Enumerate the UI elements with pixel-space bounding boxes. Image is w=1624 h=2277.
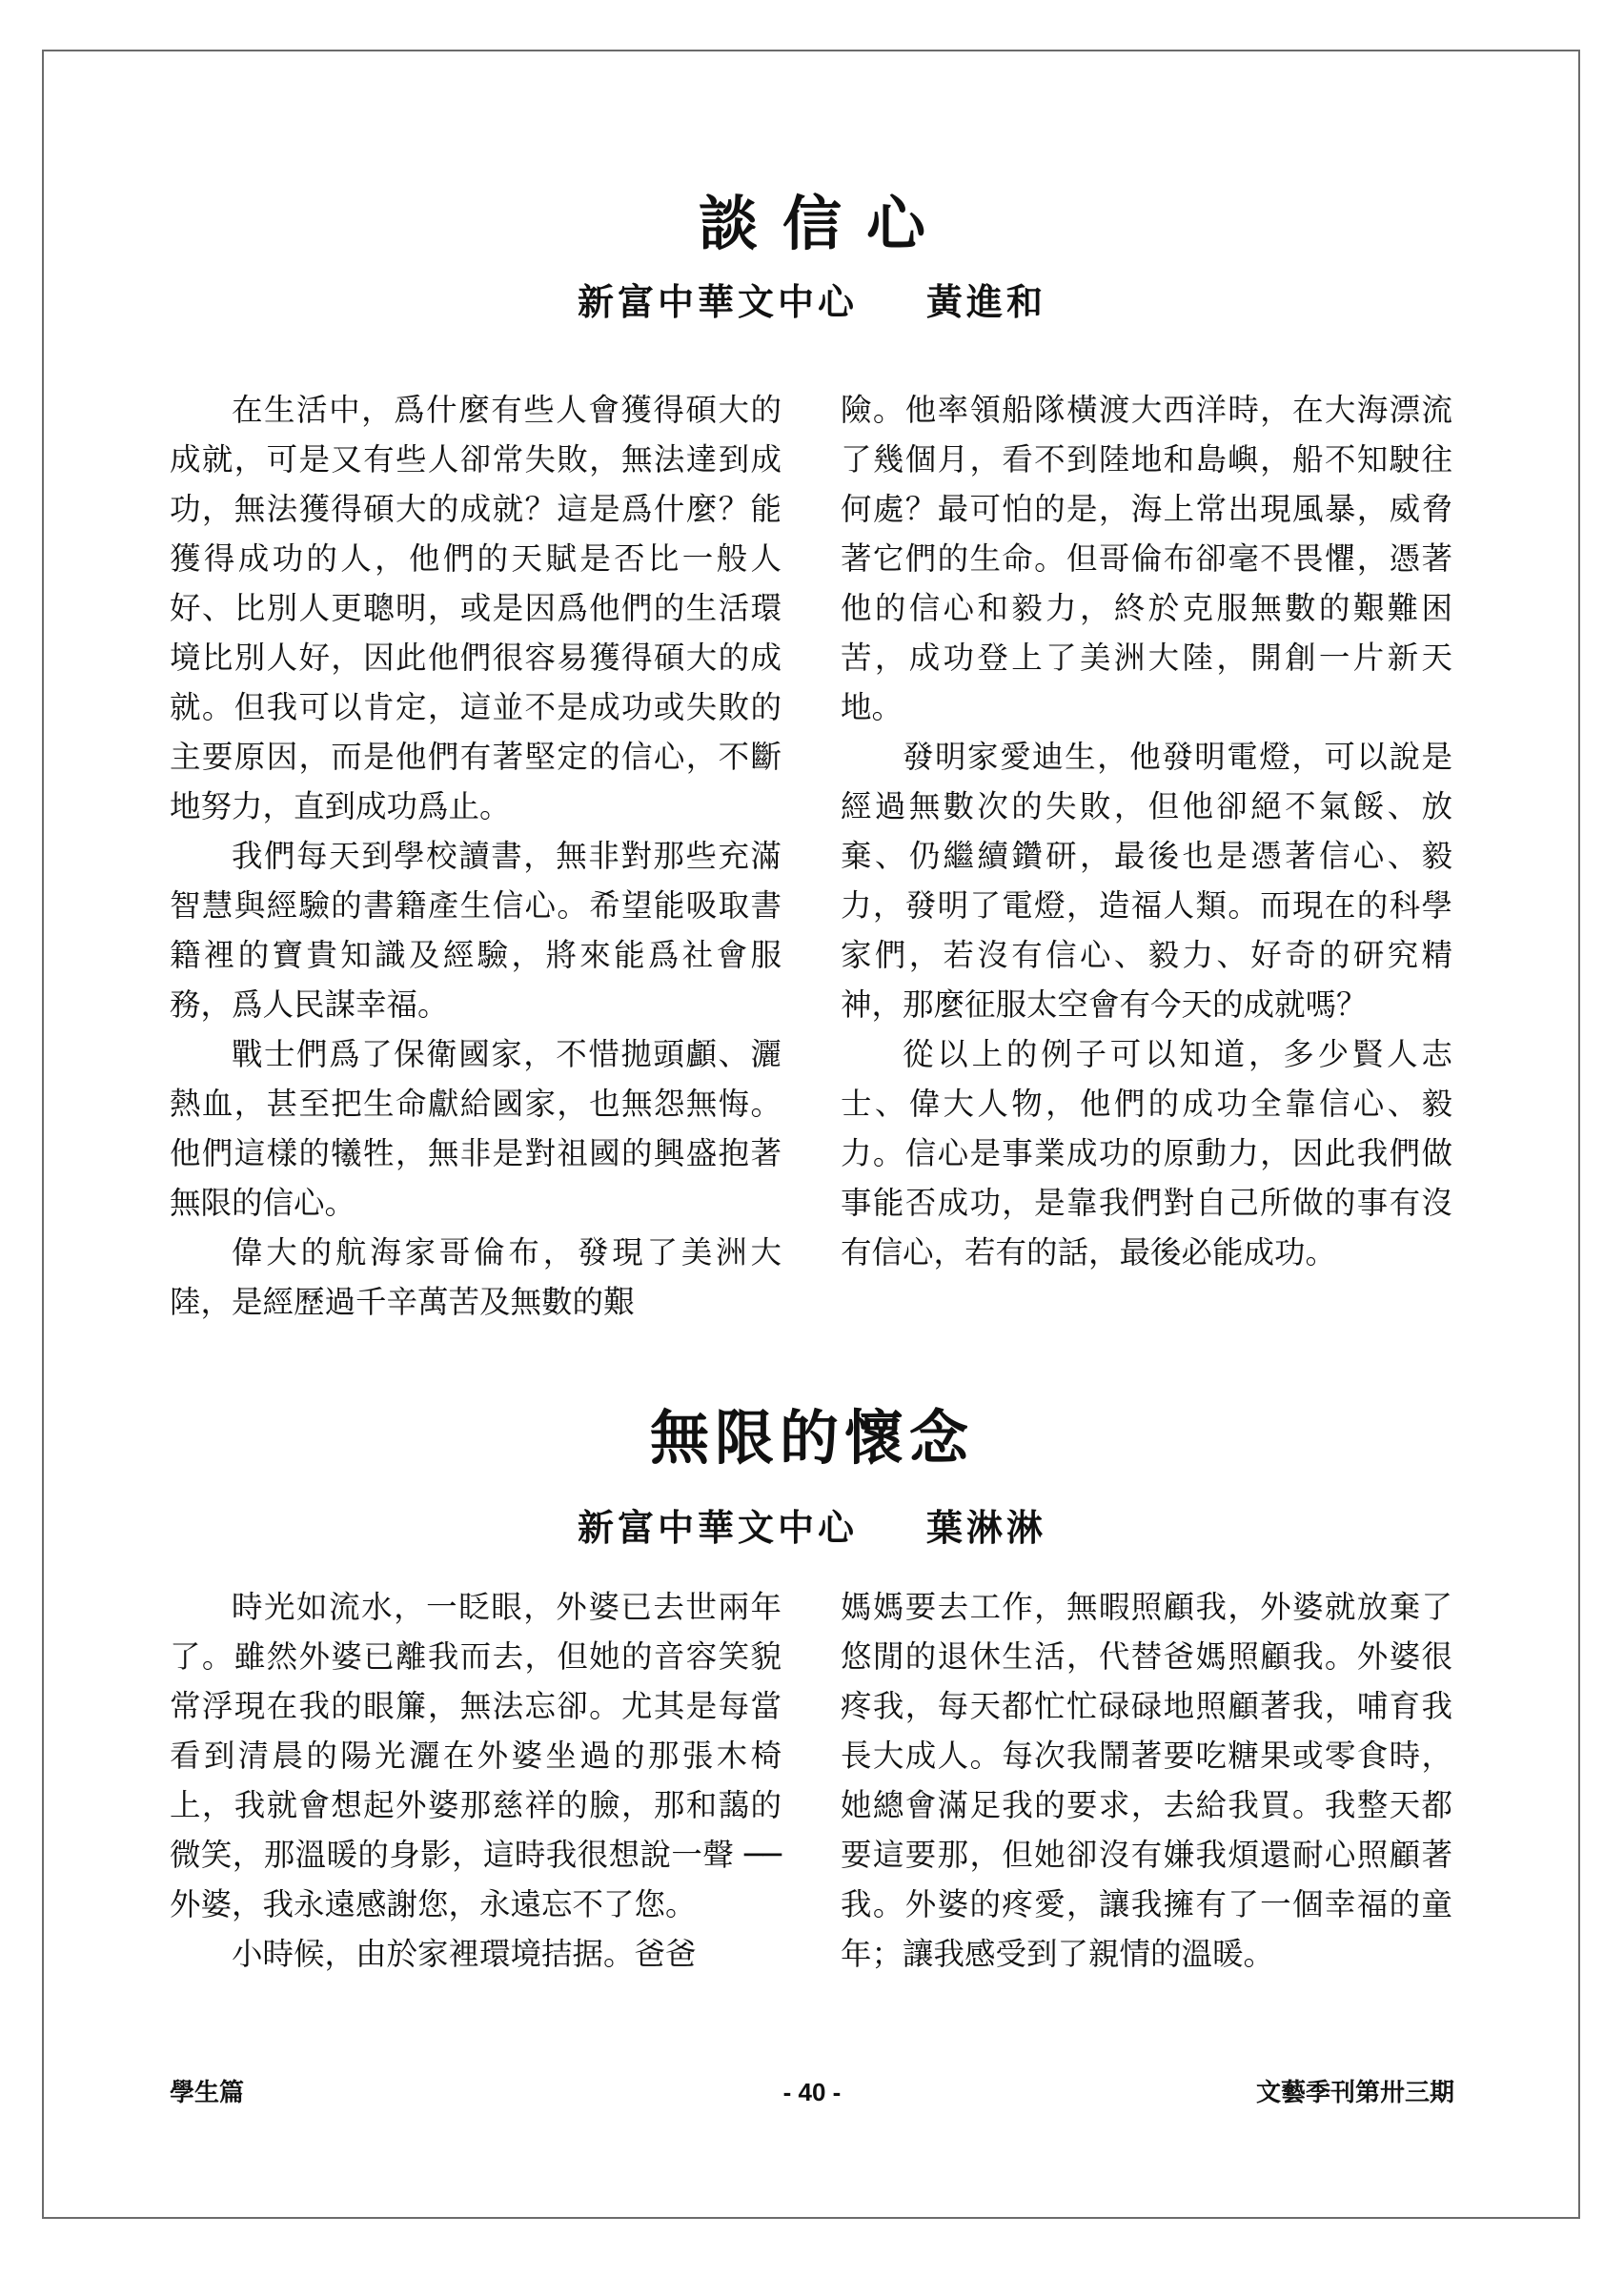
article-2-byline-author: 葉淋淋 (926, 1506, 1047, 1549)
article-1-paragraph: 發明家愛迪生，他發明電燈，可以說是經過無數次的失敗，但他卻絕不氣餒、放棄、仍繼續鑽研，最後也是憑著信心、毅力，發明了電燈，造福人類。而現在的科學家們，若沒有信心、毅力、好奇的研究精神，那麼征服太空會有今天的成就嗎？ (841, 739, 1452, 1023)
article-1-paragraph: 在生活中，爲什麼有些人會獲得碩大的成就，可是又有些人卻常失敗，無法達到成功，無法獲得碩大的成就？這是爲什麼？能獲得成功的人，他們的天賦是否比一般人好、比別人更聰明，或是因爲他們的生活環境比別人好，因此他們很容易獲得碩大的成就。但我可以肯定，這並不是成功或失敗的主要原因，而是他們有著堅定的信心，不斷地努力，直到成功爲止。 (170, 392, 782, 824)
footer-section-label: 學生篇 (170, 2078, 245, 2106)
article-1-column-2 (841, 385, 1452, 1277)
article-2-paragraph: 時光如流水，一眨眼，外婆已去世兩年了。雖然外婆已離我而去，但她的音容笑貌常浮現在我的眼簾，無法忘卻。尤其是每當看到清晨的陽光灑在外婆坐過的那張木椅上，我就會想起外婆那慈祥的臉，那和藹的微笑，那溫暖的身影，這時我很想說一聲 ── 外婆，我永遠感謝您，永遠忘不了您。 (170, 1589, 782, 1922)
article-1-column-1 (170, 385, 782, 1327)
article-1-paragraph: 從以上的例子可以知道，多少賢人志士、偉大人物，他們的成功全靠信心、毅力。信心是事業成功的原動力，因此我們做事能否成功，是靠我們對自己所做的事有沒有信心，若有的話，最後必能成功。 (841, 1036, 1452, 1271)
article-2-byline (0, 1506, 1624, 1549)
footer-page-number: - 40 - (782, 2078, 842, 2106)
article-1-paragraph: 戰士們爲了保衛國家，不惜拋頭顱、灑熱血，甚至把生命獻給國家，也無怨無悔。他們這樣的犧牲，無非是對祖國的興盛抱著無限的信心。 (170, 1036, 782, 1221)
article-2-column-1 (170, 1582, 782, 1979)
footer-issue-label: 文藝季刊第卅三期 (1255, 2078, 1454, 2106)
article-1-paragraph: 偉大的航海家哥倫布，發現了美洲大陸，是經歷過千辛萬苦及無數的艱 (170, 1234, 782, 1320)
article-2-paragraph: 小時候，由於家裡環境拮据。爸爸 (232, 1936, 697, 1972)
article-1-byline-author: 黃進和 (926, 280, 1047, 323)
article-1-paragraph: 我們每天到學校讀書，無非對那些充滿智慧與經驗的書籍產生信心。希望能吸取書籍裡的寶貴知識及經驗，將來能爲社會服務，爲人民謀幸福。 (170, 838, 782, 1023)
article-2-paragraph-continued: 媽媽要去工作，無暇照顧我，外婆就放棄了悠閒的退休生活，代替爸媽照顧我。外婆很疼我，每天都忙忙碌碌地照顧著我，哺育我長大成人。每次我鬧著要吃糖果或零食時，她總會滿足我的要求，去給我買。我整天都要這要那，但她卻沒有嫌我煩還耐心照顧著我。外婆的疼愛，讓我擁有了一個幸福的童年；讓我感受到了親情的溫暖。 (841, 1589, 1452, 1972)
article-1-byline (0, 280, 1624, 323)
article-1-paragraph-continued: 險。他率領船隊橫渡大西洋時，在大海漂流了幾個月，看不到陸地和島嶼，船不知駛往何處？最可怕的是，海上常出現風暴，威脅著它們的生命。但哥倫布卻毫不畏懼，憑著他的信心和毅力，終於克服無數的艱難困苦，成功登上了美洲大陸，開創一片新天地。 (841, 392, 1452, 725)
article-2-byline-org: 新富中華文中心 (577, 1506, 858, 1549)
article-2-title: 無限的懷念 (649, 1403, 974, 1473)
article-1-title: 談信心 (698, 189, 950, 258)
article-1-byline-org: 新富中華文中心 (577, 280, 858, 323)
article-2-column-2 (841, 1582, 1452, 1979)
